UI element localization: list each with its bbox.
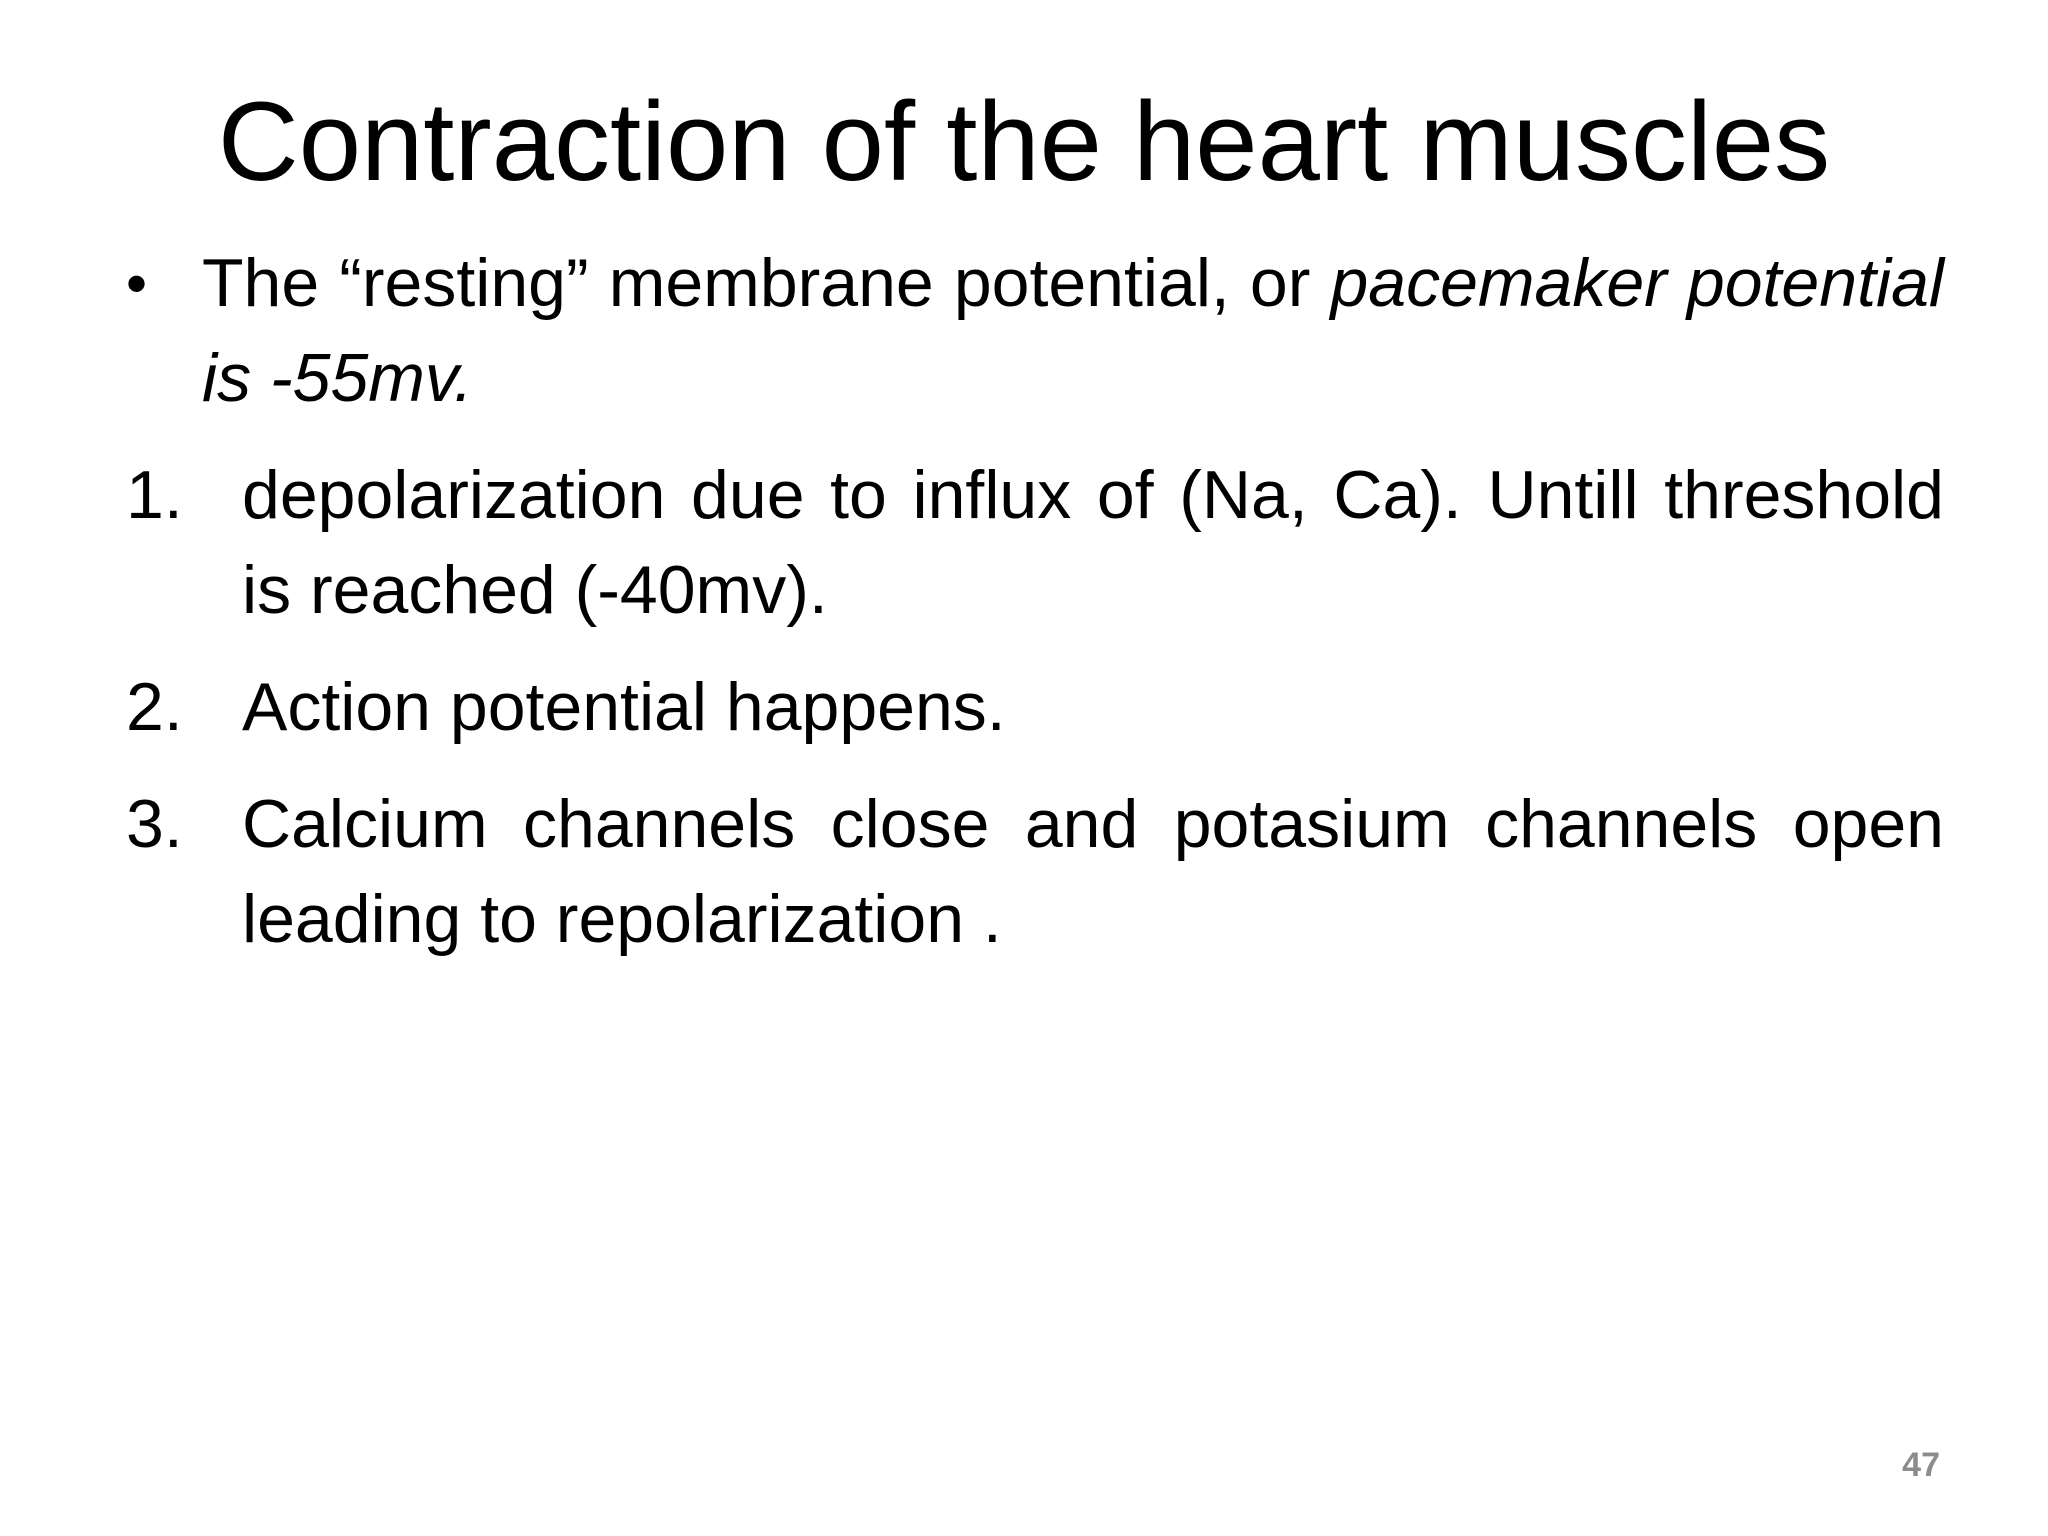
bullet-text-italic: pacemaker potential is -55mv. xyxy=(202,245,1944,416)
item-number: 2. xyxy=(126,669,183,745)
numbered-item-1 xyxy=(126,448,1944,638)
bullet-marker: • xyxy=(126,250,148,317)
bullet-item xyxy=(126,236,1944,426)
numbered-item-2 xyxy=(126,660,1944,755)
item-text: depolarization due to influx of (Na, Ca). Untill threshold is reached (-40mv). xyxy=(242,457,1944,628)
numbered-item-3 xyxy=(126,777,1944,967)
item-number: 1. xyxy=(126,457,183,533)
page-number: 47 xyxy=(1902,1446,1940,1484)
bullet-text: The “resting” membrane potential, or xyxy=(202,245,1331,321)
item-text: Calcium channels close and potasium channels open leading to repolarization . xyxy=(242,786,1944,957)
slide-title: Contraction of the heart muscles xyxy=(217,79,1831,204)
slide-body xyxy=(126,236,1944,989)
item-number: 3. xyxy=(126,786,183,862)
item-text: Action potential happens. xyxy=(242,669,1006,745)
